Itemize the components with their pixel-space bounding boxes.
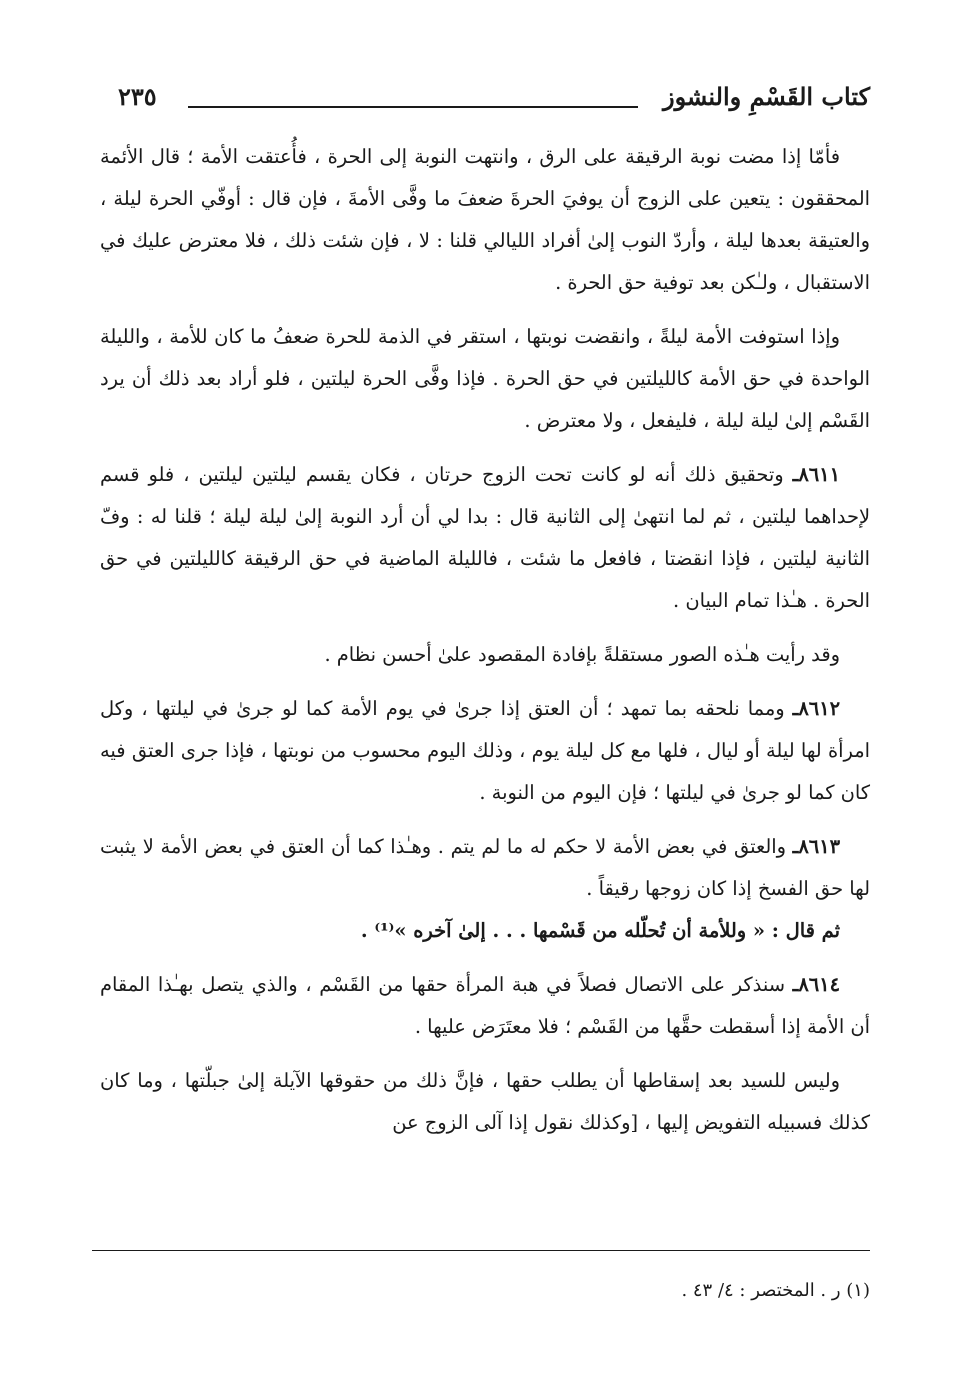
paragraph	[100, 634, 870, 676]
paragraph-text: فأمّا إذا مضت نوبة الرقيقة على الرق ، وانتهت النوبة إلى الحرة ، فأُعتقت الأمة ؛ قال الأئمة المحققون : يتعين على الزوج أن يوفيَ الحرةَ ضعفَ ما وفَّى الأمةَ ، فإن قال : أوفّي الحرة ليلة ، والعتيقة بعدها ليلة ، وأردّ النوب إلىٰ أفراد الليالي قلنا : لا ، فإن شئت ذلك ، فلا معترض عليك في الاستقبال ، ولـٰكن بعد توفية حق الحرة .	[100, 145, 870, 294]
paragraph-text: وليس للسيد بعد إسقاطها أن يطلب حقها ، فإنَّ ذلك من حقوقها الآيلة إلىٰ جبلّتها ، وما كان كذلك فسبيله التفويض إليها ، [وكذلك نقول إذا آلى الزوج عن	[100, 1069, 870, 1134]
paragraph	[100, 316, 870, 442]
quotation-text: ثم قال : « وللأمة أن تُحلّله من قَسْمها . . . إلىٰ آخره »⁽¹⁾ .	[360, 919, 840, 942]
footnote-rule	[92, 1250, 870, 1251]
paragraph-text: سنذكر على الاتصال فصلاً في هبة المرأة حقها من القَسْم ، والذي يتصل بهـٰذا المقام أن الأمة إذا أسقطت حقَّها من القَسْم ؛ فلا معتَرَض عليها .	[100, 973, 870, 1038]
paragraph-text: وإذا استوفت الأمة ليلةً ، وانقضت نوبتها ، استقر في الذمة للحرة ضعفُ ما كان للأمة ، والليلة الواحدة في حق الأمة كالليلتين في حق الحرة . فإذا وفَّى الحرة ليلتين ، فلو أراد بعد ذلك أن يرد القَسْم إلىٰ ليلة ليلة ، فليفعل ، ولا معترض .	[100, 325, 870, 432]
page-number: ٢٣٥	[118, 82, 157, 111]
header-rule	[188, 106, 638, 108]
paragraph-text: والعتق في بعض الأمة لا حكم له ما لم يتم . وهـٰذا كما أن العتق في بعض الأمة لا يثبت لها حق الفسخ إذا كان زوجها رقيقاً .	[100, 835, 870, 900]
paragraph	[100, 910, 870, 952]
numbered-paragraph	[100, 688, 870, 814]
chapter-title: كتاب القَسْمِ والنشوز	[663, 82, 870, 111]
paragraph-number: ٨٦١١ـ	[792, 463, 840, 486]
main-text	[100, 136, 870, 1144]
numbered-paragraph	[100, 826, 870, 910]
paragraph	[100, 1060, 870, 1144]
numbered-paragraph	[100, 454, 870, 622]
paragraph-text: وتحقيق ذلك أنه لو كانت تحت الزوج حرتان ، فكان يقسم ليلتين ليلتين ، فلو قسم لإحداهما ليلتين ، ثم لما انتهىٰ إلى الثانية قال : بدا لي أن أرد النوبة إلىٰ ليلة ليلة ؛ قلنا له : وفّ الثانية ليلتين ، فإذا انقضتا ، فافعل ما شئت ، فالليلة الماضية في حق الرقيقة كالليلتين في حق الحرة . هـٰذا تمام البيان .	[100, 463, 870, 612]
running-header	[118, 82, 870, 128]
footnote: (١) ر . المختصر : ٤/ ٤٣ .	[681, 1280, 870, 1301]
paragraph	[100, 136, 870, 304]
paragraph-number: ٨٦١٢ـ	[792, 697, 840, 720]
numbered-paragraph	[100, 964, 870, 1048]
paragraph-text: وقد رأيت هـٰذه الصور مستقلةً بإفادة المقصود علىٰ أحسن نظام .	[324, 643, 840, 666]
paragraph-number: ٨٦١٤ـ	[792, 973, 840, 996]
paragraph-number: ٨٦١٣ـ	[792, 835, 840, 858]
paragraph-text: ومما نلحقه بما تمهد ؛ أن العتق إذا جرىٰ في يوم الأمة كما لو جرىٰ في ليلتها ، وكل امرأة لها ليلة أو ليال ، فلها مع كل ليلة يوم ، وذلك اليوم محسوب من نوبتها ، فإذا جرى العتق فيه كان كما لو جرىٰ في ليلتها ؛ فإن اليوم من النوبة .	[100, 697, 870, 804]
